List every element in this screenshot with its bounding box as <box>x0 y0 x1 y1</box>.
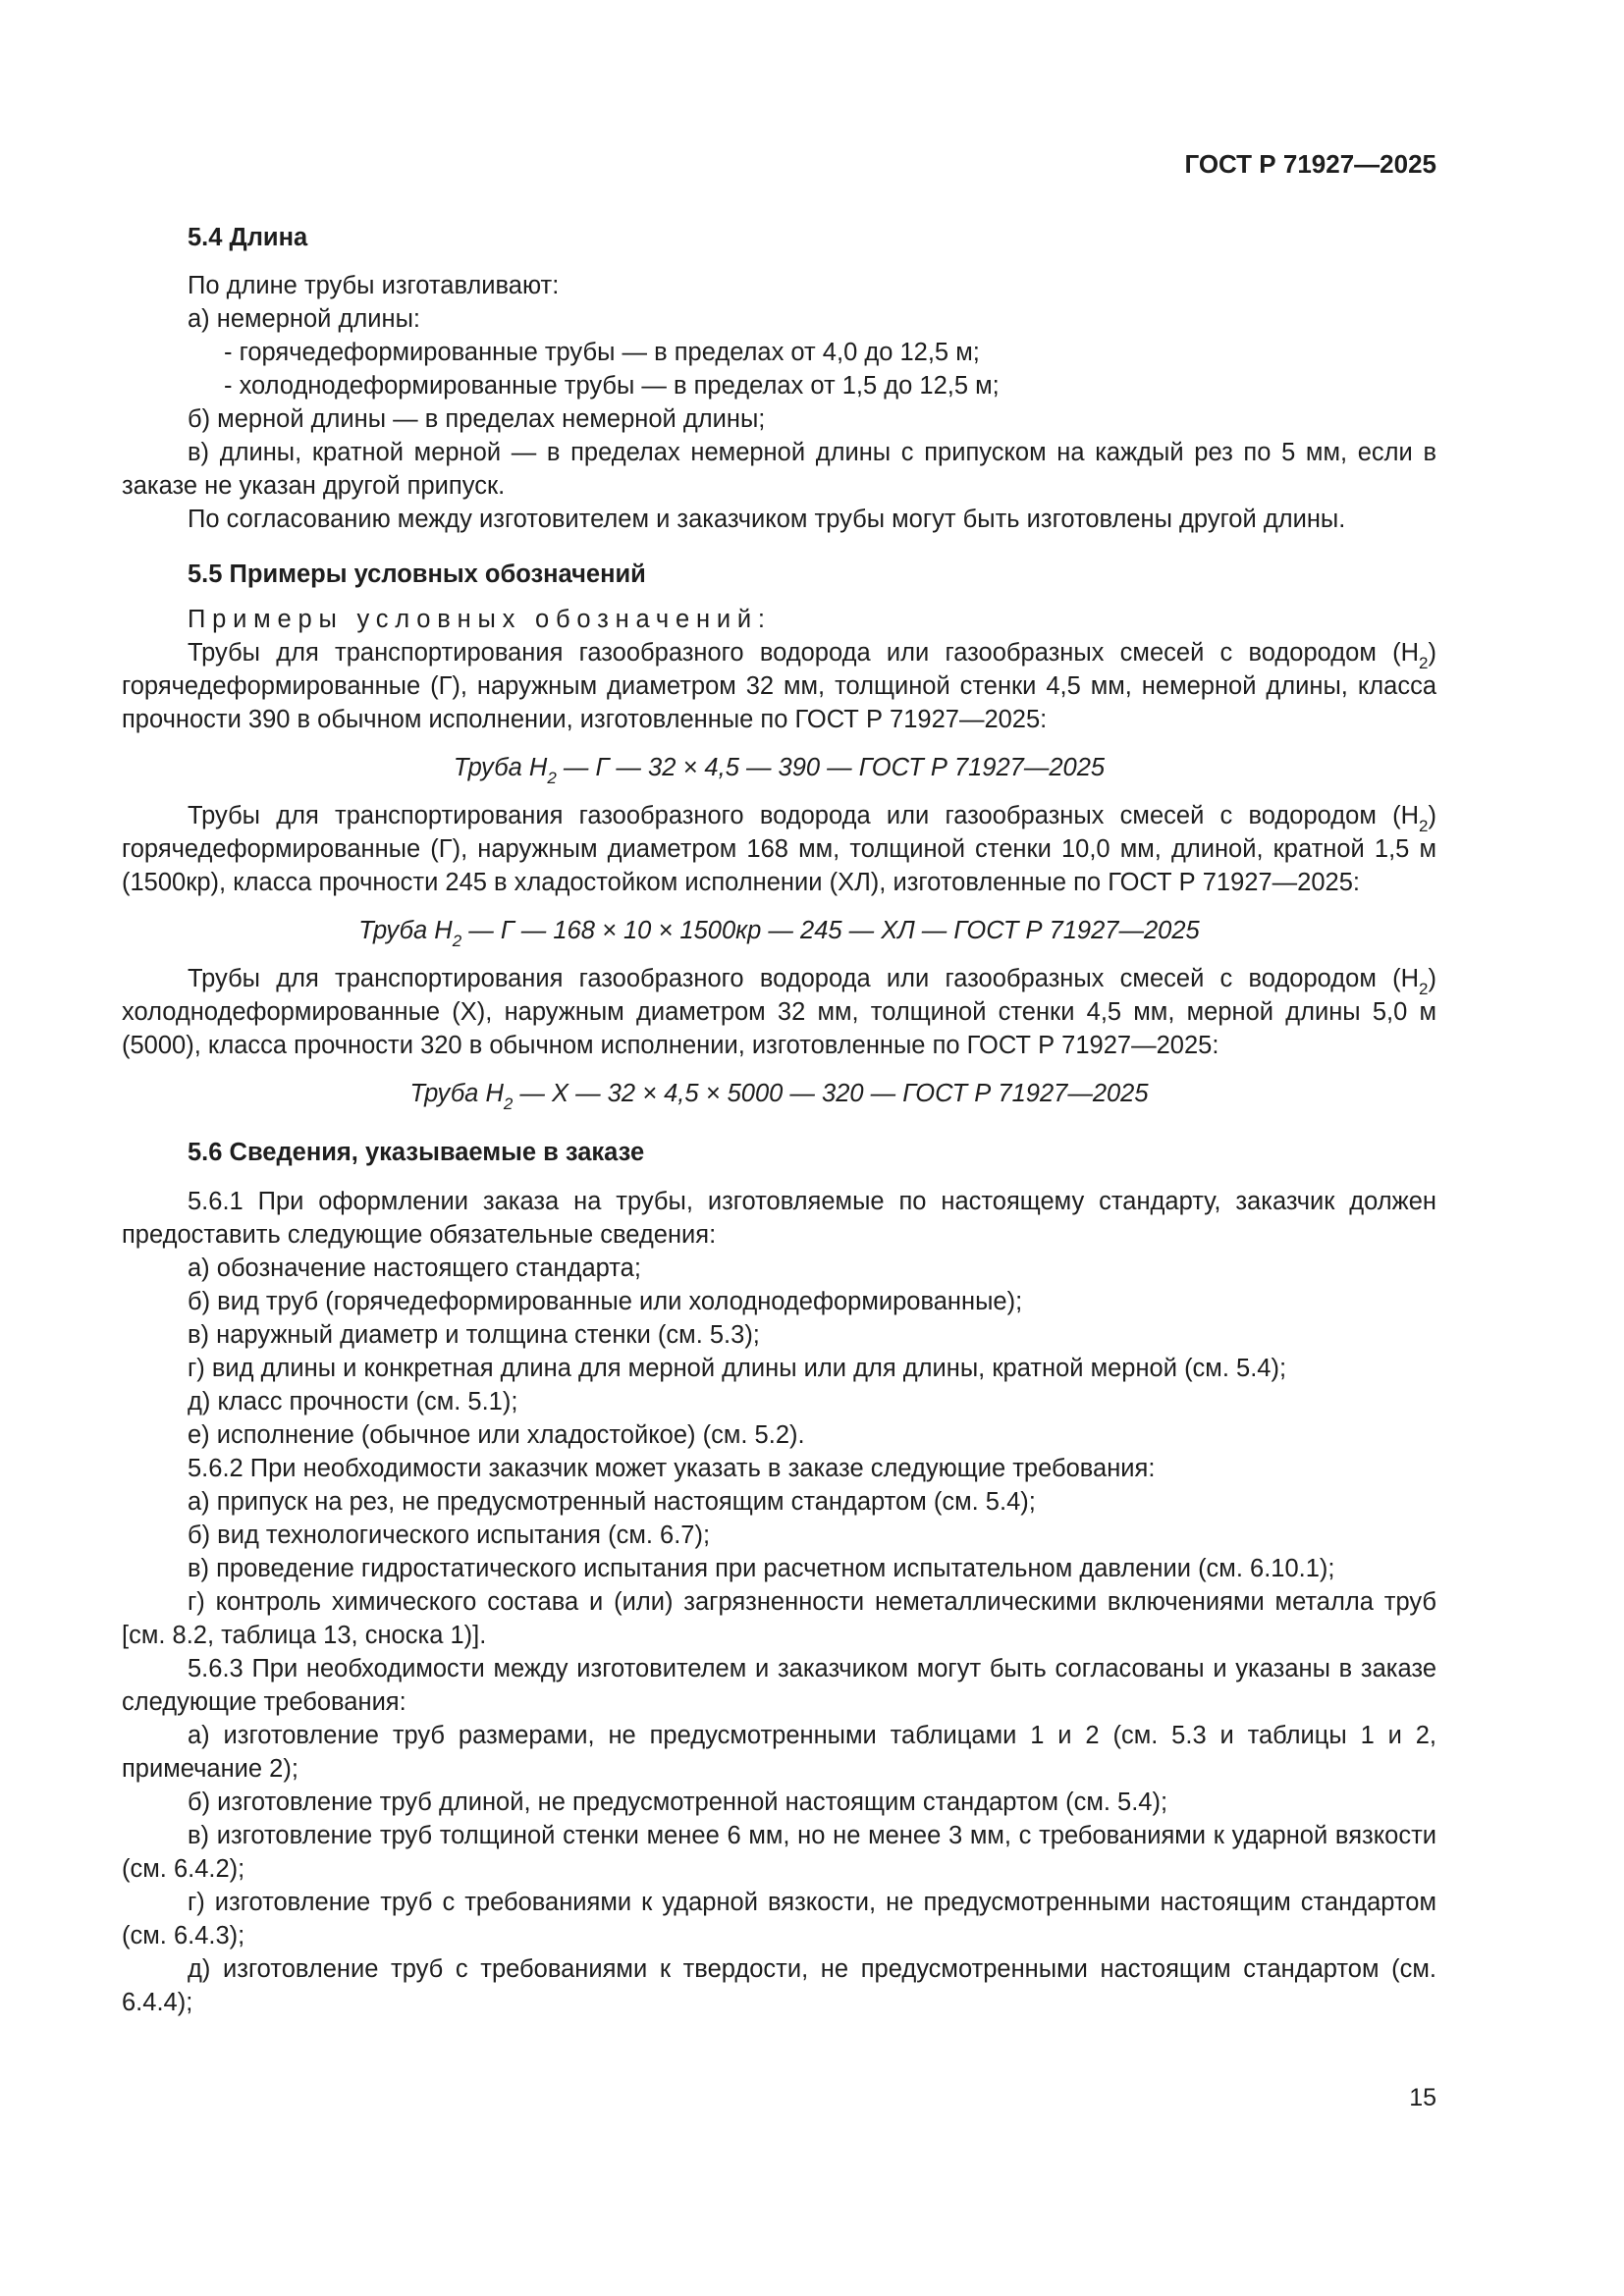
list-item: б) изготовление труб длиной, не предусмотренной настоящим стандартом (см. 5.4); <box>188 1789 1168 1816</box>
list-item: д) изготовление труб с требованиями к твердости, не предусмотренными настоящим стандартом (см. 6.4.4); <box>122 1955 1436 2016</box>
list-item: а) изготовление труб размерами, не предусмотренными таблицами 1 и 2 (см. 5.3 и таблицы 1 и 2, примечание 2); <box>122 1722 1436 1783</box>
designation-formula: Труба $Н_2$ — Г — 168 × 10 × 1500кр — 245 — ХЛ — ГОСТ Р 71927—2025 <box>358 917 1200 950</box>
page-content <box>122 221 1436 2019</box>
section-5-4-heading: 5.4 Длина <box>188 224 308 251</box>
clause-5-6-1: 5.6.1 При оформлении заказа на трубы, изготовляемые по настоящему стандарту, заказчик должен предоставить следующие обязательные сведения: <box>122 1188 1436 1249</box>
list-item: е) исполнение (обычное или хладостойкое) (см. 5.2). <box>188 1421 805 1449</box>
designation-formula: Труба $Н_2$ — Х — 32 × 4,5 × 5000 — 320 — ГОСТ Р 71927—2025 <box>409 1080 1149 1113</box>
list-item: в) проведение гидростатического испытания при расчетном испытательном давлении (см. 6.10.1); <box>188 1555 1335 1582</box>
list-item: в) длины, кратной мерной — в пределах немерной длины с припуском на каждый рез по 5 мм, если в заказе не указан другой припуск. <box>122 439 1436 500</box>
list-item: б) мерной длины — в пределах немерной длины; <box>188 405 766 433</box>
document-code-header: ГОСТ Р 71927—2025 <box>1184 149 1436 179</box>
list-item: г) контроль химического состава и (или) загрязненности неметаллическими включениями металла труб [см. 8.2, таблица 13, сноска 1)]. <box>122 1588 1436 1649</box>
clause-5-6-3: 5.6.3 При необходимости между изготовителем и заказчиком могут быть согласованы и указаны в заказе следующие требования: <box>122 1655 1436 1716</box>
list-item: а) обозначение настоящего стандарта; <box>188 1255 641 1282</box>
list-subitem: - горячедеформированные трубы — в пределах от 4,0 до 12,5 м; <box>224 339 980 366</box>
list-item: в) изготовление труб толщиной стенки менее 6 мм, но не менее 3 мм, с требованиями к ударной вязкости (см. 6.4.2); <box>122 1822 1436 1883</box>
list-item: д) класс прочности (см. 5.1); <box>188 1388 518 1415</box>
list-item: а) припуск на рез, не предусмотренный настоящим стандартом (см. 5.4); <box>188 1488 1036 1516</box>
list-item: б) вид технологического испытания (см. 6.7); <box>188 1522 711 1549</box>
paragraph: По согласованию между изготовителем и заказчиком трубы могут быть изготовлены другой длины. <box>188 506 1346 533</box>
list-item: а) немерной длины: <box>188 305 421 333</box>
example-paragraph: Трубы для транспортирования газообразного водорода или газообразных смесей с водородом $(Н_2)$ горячедеформированные (Г), наружным диаметром 168 мм, толщиной стенки 10,0 мм, длиной, кратной 1,5 м (1500кр), класса прочности 245 в хладостойком исполнении (ХЛ), изготовленные по ГОСТ Р 71927—2025: <box>122 802 1436 896</box>
section-5-6-heading: 5.6 Сведения, указываемые в заказе <box>188 1139 645 1166</box>
clause-5-6-2: 5.6.2 При необходимости заказчик может указать в заказе следующие требования: <box>188 1455 1156 1482</box>
list-item: б) вид труб (горячедеформированные или холоднодеформированные); <box>188 1288 1023 1315</box>
example-paragraph: Трубы для транспортирования газообразного водорода или газообразных смесей с водородом $(Н_2)$ горячедеформированные (Г), наружным диаметром 32 мм, толщиной стенки 4,5 мм, немерной длины, класса прочности 390 в обычном исполнении, изготовленные по ГОСТ Р 71927—2025: <box>122 639 1436 733</box>
list-item: г) изготовление труб с требованиями к ударной вязкости, не предусмотренными настоящим стандартом (см. 6.4.3); <box>122 1889 1436 1949</box>
list-item: г) вид длины и конкретная длина для мерной длины или для длины, кратной мерной (см. 5.4); <box>188 1355 1287 1382</box>
page-number: 15 <box>1409 2084 1436 2111</box>
designation-formula: Труба $Н_2$ — Г — 32 × 4,5 — 390 — ГОСТ Р 71927—2025 <box>453 754 1106 787</box>
paragraph: По длине трубы изготавливают: <box>188 272 560 299</box>
examples-caption: Примеры условных обозначений: <box>188 606 772 633</box>
example-paragraph: Трубы для транспортирования газообразного водорода или газообразных смесей с водородом $(Н_2)$ холоднодеформированные (Х), наружным диаметром 32 мм, толщиной стенки 4,5 мм, мерной длины 5,0 м (5000), класса прочности 320 в обычном исполнении, изготовленные по ГОСТ Р 71927—2025: <box>122 965 1436 1059</box>
list-item: в) наружный диаметр и толщина стенки (см. 5.3); <box>188 1321 760 1349</box>
list-subitem: - холоднодеформированные трубы — в пределах от 1,5 до 12,5 м; <box>224 372 1000 400</box>
section-5-5-heading: 5.5 Примеры условных обозначений <box>188 561 646 588</box>
